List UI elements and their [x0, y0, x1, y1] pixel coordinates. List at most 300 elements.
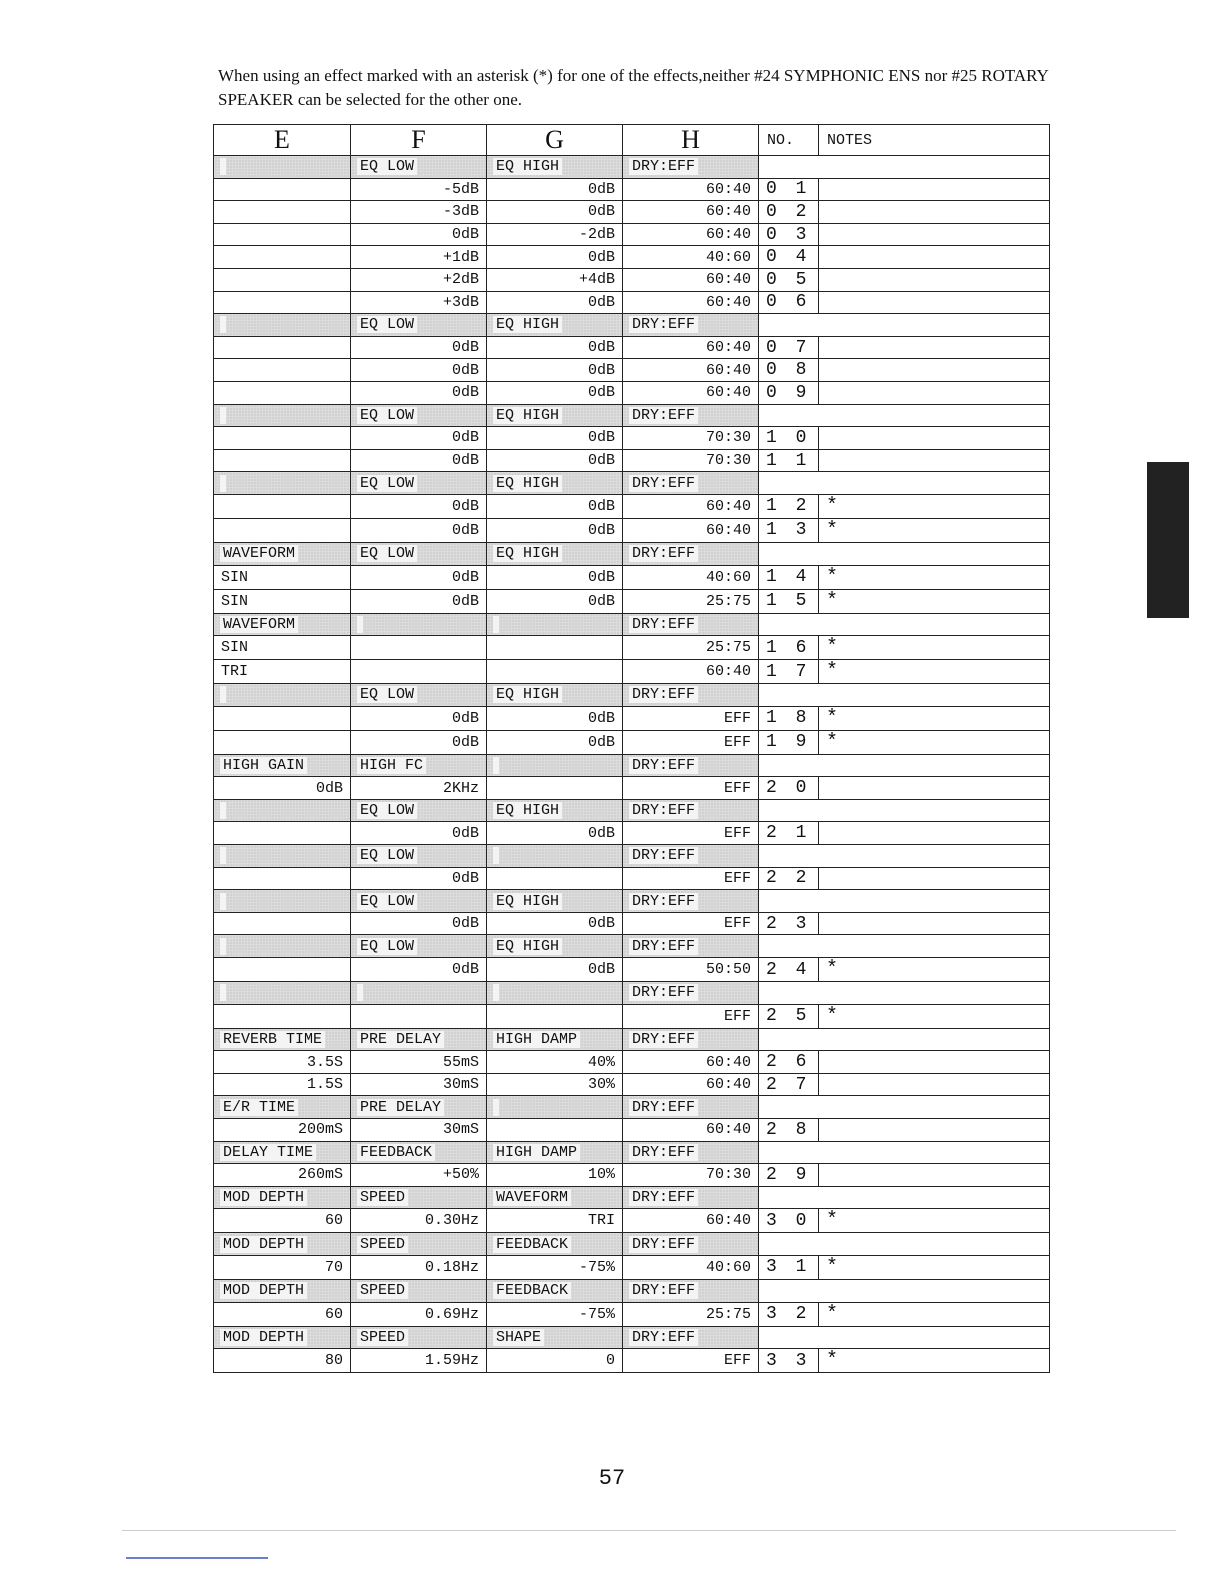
- table-row: [214, 1349, 1050, 1373]
- cell-e: [214, 336, 351, 359]
- table-row: [214, 958, 1050, 982]
- cell-g: [487, 660, 623, 684]
- effect-number: 2 7: [759, 1073, 819, 1096]
- parameter-name-g: [487, 1186, 623, 1209]
- parameter-name-text: EQ LOW: [357, 545, 417, 562]
- cell-e: 70: [214, 1255, 351, 1279]
- effect-number: 3 1: [759, 1255, 819, 1279]
- parameter-name-text: DRY:EFF: [629, 1236, 698, 1253]
- header-blank-cell: [759, 1279, 1050, 1302]
- parameter-header-row: [214, 890, 1050, 913]
- header-blank-cell: [759, 845, 1050, 868]
- cell-f: 0dB: [351, 336, 487, 359]
- effect-number: 0 4: [759, 246, 819, 269]
- parameter-name-f: [351, 754, 487, 777]
- parameter-name-g: [487, 542, 623, 565]
- cell-h: EFF: [623, 1004, 759, 1028]
- cell-h: 60:40: [623, 381, 759, 404]
- note-cell: [819, 867, 1050, 890]
- note-cell: *: [819, 589, 1050, 613]
- cell-g: -75%: [487, 1302, 623, 1326]
- parameter-name-g: [487, 1141, 623, 1164]
- parameter-name-text: EQ LOW: [357, 938, 417, 955]
- parameter-name-h: [623, 1186, 759, 1209]
- parameter-name-f: [351, 314, 487, 337]
- parameter-header-row: [214, 754, 1050, 777]
- header-blank-cell: [759, 1028, 1050, 1051]
- parameter-name-h: [623, 890, 759, 913]
- header-blank-cell: [759, 1233, 1050, 1256]
- parameter-name-text: DELAY TIME: [220, 1144, 316, 1161]
- cell-f: +1dB: [351, 246, 487, 269]
- effect-number: 2 3: [759, 912, 819, 935]
- parameter-name-e: [214, 472, 351, 495]
- cell-f: 55mS: [351, 1051, 487, 1074]
- cell-g: 0dB: [487, 822, 623, 845]
- parameter-name-f: [351, 472, 487, 495]
- cell-e: [214, 246, 351, 269]
- parameter-name-text: EQ LOW: [357, 407, 417, 424]
- cell-h: 60:40: [623, 1119, 759, 1142]
- parameter-name-text: SHAPE: [493, 1329, 544, 1346]
- parameter-name-text: DRY:EFF: [629, 1189, 698, 1206]
- cell-f: 0dB: [351, 867, 487, 890]
- parameter-name-g: [487, 1326, 623, 1349]
- cell-h: 60:40: [623, 201, 759, 224]
- parameter-name-e: [214, 404, 351, 427]
- cell-g: 0dB: [487, 246, 623, 269]
- parameter-header-row: [214, 684, 1050, 707]
- cell-g: [487, 636, 623, 660]
- cell-g: 10%: [487, 1164, 623, 1187]
- table-row: [214, 1004, 1050, 1028]
- cell-e: 80: [214, 1349, 351, 1373]
- parameter-name-text: EQ LOW: [357, 802, 417, 819]
- blue-underline-mark: [126, 1557, 268, 1559]
- cell-h: 50:50: [623, 958, 759, 982]
- intro-paragraph: When using an effect marked with an asterisk (*) for one of the effects,neither #24 SYMPHONIC ENS nor #25 ROTARY SPEAKER can be selected for the other one.: [218, 66, 1049, 109]
- table-row: [214, 565, 1050, 589]
- parameter-name-text: DRY:EFF: [629, 757, 698, 774]
- effect-number: 1 1: [759, 449, 819, 472]
- parameter-name-e: [214, 799, 351, 822]
- parameter-header-row: [214, 613, 1050, 636]
- parameter-name-h: [623, 754, 759, 777]
- cell-f: 0dB: [351, 958, 487, 982]
- cell-f: 0dB: [351, 706, 487, 730]
- cell-g: 0dB: [487, 958, 623, 982]
- cell-e: 0dB: [214, 777, 351, 800]
- effect-number: 2 6: [759, 1051, 819, 1074]
- parameter-name-text: [220, 938, 226, 955]
- header-blank-cell: [759, 890, 1050, 913]
- cell-h: EFF: [623, 706, 759, 730]
- parameter-name-text: DRY:EFF: [629, 316, 698, 333]
- parameter-name-text: EQ LOW: [357, 893, 417, 910]
- parameter-name-g: [487, 799, 623, 822]
- parameter-name-h: [623, 472, 759, 495]
- parameter-name-text: FEEDBACK: [493, 1282, 571, 1299]
- cell-g: 0dB: [487, 178, 623, 201]
- cell-f: +50%: [351, 1164, 487, 1187]
- parameter-name-h: [623, 982, 759, 1005]
- cell-f: -5dB: [351, 178, 487, 201]
- parameter-name-text: EQ HIGH: [493, 893, 562, 910]
- parameter-name-f: [351, 156, 487, 179]
- parameter-name-f: [351, 542, 487, 565]
- cell-h: 60:40: [623, 518, 759, 542]
- cell-e: [214, 291, 351, 314]
- table-row: [214, 1255, 1050, 1279]
- parameter-name-g: [487, 156, 623, 179]
- cell-e: [214, 706, 351, 730]
- cell-h: 60:40: [623, 178, 759, 201]
- parameter-name-text: HIGH FC: [357, 757, 426, 774]
- table-row: [214, 1073, 1050, 1096]
- parameter-name-g: [487, 1096, 623, 1119]
- note-cell: *: [819, 730, 1050, 754]
- cell-g: -2dB: [487, 223, 623, 246]
- parameter-name-text: DRY:EFF: [629, 158, 698, 175]
- note-cell: [819, 822, 1050, 845]
- table-body: [214, 125, 1050, 1373]
- cell-g: 0dB: [487, 427, 623, 450]
- table-row: [214, 494, 1050, 518]
- cell-e: [214, 730, 351, 754]
- cell-f: 0dB: [351, 518, 487, 542]
- parameter-name-g: [487, 1028, 623, 1051]
- parameter-name-text: [220, 407, 226, 424]
- parameter-name-text: SPEED: [357, 1236, 408, 1253]
- cell-e: 60: [214, 1302, 351, 1326]
- cell-h: 60:40: [623, 268, 759, 291]
- parameter-name-text: DRY:EFF: [629, 893, 698, 910]
- parameter-name-text: EQ LOW: [357, 847, 417, 864]
- effect-number: 1 2: [759, 494, 819, 518]
- effect-number: 0 5: [759, 268, 819, 291]
- header-blank-cell: [759, 314, 1050, 337]
- cell-f: 0dB: [351, 449, 487, 472]
- cell-e: [214, 494, 351, 518]
- parameter-name-h: [623, 1141, 759, 1164]
- parameter-name-text: [493, 847, 499, 864]
- parameter-name-e: [214, 845, 351, 868]
- header-blank-cell: [759, 1326, 1050, 1349]
- cell-g: -75%: [487, 1255, 623, 1279]
- note-cell: [819, 1051, 1050, 1074]
- cell-f: 0dB: [351, 359, 487, 382]
- table-row: [214, 268, 1050, 291]
- parameter-name-text: [493, 1099, 499, 1116]
- cell-f: [351, 1004, 487, 1028]
- parameter-name-h: [623, 1096, 759, 1119]
- cell-f: 0dB: [351, 730, 487, 754]
- cell-g: [487, 1119, 623, 1142]
- cell-g: 0dB: [487, 589, 623, 613]
- parameter-name-f: [351, 1233, 487, 1256]
- parameter-name-e: [214, 314, 351, 337]
- effect-number: 2 8: [759, 1119, 819, 1142]
- parameter-name-g: [487, 684, 623, 707]
- parameter-header-row: [214, 156, 1050, 179]
- header-blank-cell: [759, 156, 1050, 179]
- parameter-header-row: [214, 935, 1050, 958]
- parameter-name-e: [214, 754, 351, 777]
- parameter-header-row: [214, 1186, 1050, 1209]
- parameter-name-text: [220, 475, 226, 492]
- cell-e: SIN: [214, 636, 351, 660]
- parameter-name-text: HIGH DAMP: [493, 1144, 580, 1161]
- cell-f: 0dB: [351, 912, 487, 935]
- header-blank-cell: [759, 754, 1050, 777]
- parameter-name-f: [351, 1141, 487, 1164]
- parameter-name-text: EQ HIGH: [493, 938, 562, 955]
- cell-f: +3dB: [351, 291, 487, 314]
- parameter-name-text: DRY:EFF: [629, 686, 698, 703]
- parameter-name-h: [623, 404, 759, 427]
- parameter-name-text: EQ HIGH: [493, 475, 562, 492]
- column-header-e: E: [214, 125, 351, 156]
- cell-e: [214, 223, 351, 246]
- parameter-name-text: MOD DEPTH: [220, 1282, 307, 1299]
- table-row: [214, 427, 1050, 450]
- header-blank-cell: [759, 1186, 1050, 1209]
- note-cell: *: [819, 518, 1050, 542]
- note-cell: *: [819, 494, 1050, 518]
- parameter-name-text: EQ LOW: [357, 686, 417, 703]
- table-row: [214, 223, 1050, 246]
- parameter-name-text: HIGH GAIN: [220, 757, 307, 774]
- note-cell: [819, 449, 1050, 472]
- table-row: [214, 518, 1050, 542]
- cell-e: SIN: [214, 589, 351, 613]
- parameter-name-h: [623, 1028, 759, 1051]
- column-header-no: NO.: [759, 125, 819, 156]
- parameter-name-text: DRY:EFF: [629, 616, 698, 633]
- parameter-name-f: [351, 1096, 487, 1119]
- table-row: [214, 359, 1050, 382]
- note-cell: *: [819, 706, 1050, 730]
- table-row: [214, 706, 1050, 730]
- effect-number: 1 0: [759, 427, 819, 450]
- parameter-name-e: [214, 935, 351, 958]
- parameter-name-h: [623, 542, 759, 565]
- cell-g: 0dB: [487, 565, 623, 589]
- cell-g: 0dB: [487, 518, 623, 542]
- cell-h: 40:60: [623, 1255, 759, 1279]
- parameter-name-text: DRY:EFF: [629, 984, 698, 1001]
- header-blank-cell: [759, 982, 1050, 1005]
- note-cell: [819, 223, 1050, 246]
- cell-e: 1.5S: [214, 1073, 351, 1096]
- cell-f: 0dB: [351, 494, 487, 518]
- cell-e: [214, 1004, 351, 1028]
- parameter-name-text: WAVEFORM: [220, 616, 298, 633]
- parameter-name-text: MOD DEPTH: [220, 1236, 307, 1253]
- parameter-name-f: [351, 890, 487, 913]
- effect-number: 1 6: [759, 636, 819, 660]
- cell-e: 260mS: [214, 1164, 351, 1187]
- cell-f: 0.18Hz: [351, 1255, 487, 1279]
- cell-f: 0.30Hz: [351, 1209, 487, 1233]
- cell-e: 3.5S: [214, 1051, 351, 1074]
- table-row: [214, 1302, 1050, 1326]
- cell-h: 60:40: [623, 1073, 759, 1096]
- parameter-name-text: E/R TIME: [220, 1099, 298, 1116]
- cell-h: 70:30: [623, 1164, 759, 1187]
- table-row: [214, 730, 1050, 754]
- parameter-name-text: [493, 984, 499, 1001]
- cell-f: 0dB: [351, 589, 487, 613]
- cell-e: [214, 518, 351, 542]
- parameter-name-h: [623, 1279, 759, 1302]
- note-cell: [819, 178, 1050, 201]
- parameter-name-h: [623, 314, 759, 337]
- parameter-name-g: [487, 845, 623, 868]
- cell-h: EFF: [623, 822, 759, 845]
- parameter-name-text: HIGH DAMP: [493, 1031, 580, 1048]
- cell-g: [487, 777, 623, 800]
- cell-f: 0.69Hz: [351, 1302, 487, 1326]
- cell-g: 0dB: [487, 449, 623, 472]
- cell-h: EFF: [623, 1349, 759, 1373]
- parameter-name-text: [357, 984, 363, 1001]
- effect-number: 0 9: [759, 381, 819, 404]
- cell-g: [487, 1004, 623, 1028]
- parameter-name-g: [487, 1233, 623, 1256]
- parameter-name-f: [351, 613, 487, 636]
- parameter-name-e: [214, 1279, 351, 1302]
- cell-e: [214, 912, 351, 935]
- parameter-header-row: [214, 404, 1050, 427]
- cell-h: 60:40: [623, 359, 759, 382]
- table-row: [214, 291, 1050, 314]
- parameter-header-row: [214, 845, 1050, 868]
- cell-f: 30mS: [351, 1073, 487, 1096]
- parameter-name-text: DRY:EFF: [629, 1031, 698, 1048]
- note-cell: [819, 777, 1050, 800]
- parameter-name-text: EQ LOW: [357, 475, 417, 492]
- table-row: [214, 660, 1050, 684]
- parameter-name-text: [220, 686, 226, 703]
- cell-g: 0dB: [487, 912, 623, 935]
- note-cell: [819, 427, 1050, 450]
- parameter-name-text: DRY:EFF: [629, 475, 698, 492]
- parameter-name-h: [623, 935, 759, 958]
- parameter-name-text: DRY:EFF: [629, 1282, 698, 1299]
- header-blank-cell: [759, 935, 1050, 958]
- effect-number: 2 1: [759, 822, 819, 845]
- cell-e: [214, 427, 351, 450]
- cell-e: [214, 359, 351, 382]
- cell-e: [214, 958, 351, 982]
- effect-number: 1 7: [759, 660, 819, 684]
- column-header-g: G: [487, 125, 623, 156]
- note-cell: [819, 246, 1050, 269]
- parameter-name-e: [214, 1186, 351, 1209]
- effect-number: 1 5: [759, 589, 819, 613]
- parameter-name-g: [487, 935, 623, 958]
- cell-g: 0dB: [487, 494, 623, 518]
- cell-f: 0dB: [351, 822, 487, 845]
- cell-g: 0dB: [487, 201, 623, 224]
- header-blank-cell: [759, 799, 1050, 822]
- parameter-name-e: [214, 1141, 351, 1164]
- effect-number: 2 4: [759, 958, 819, 982]
- parameter-name-e: [214, 684, 351, 707]
- parameter-name-text: DRY:EFF: [629, 407, 698, 424]
- parameter-name-text: DRY:EFF: [629, 938, 698, 955]
- parameter-name-text: [220, 802, 226, 819]
- table-row: [214, 381, 1050, 404]
- parameter-name-g: [487, 982, 623, 1005]
- table-row: [214, 1119, 1050, 1142]
- chapter-tab-marker: [1147, 462, 1189, 618]
- effect-number: 0 7: [759, 336, 819, 359]
- parameter-name-text: PRE DELAY: [357, 1099, 444, 1116]
- parameter-header-row: [214, 542, 1050, 565]
- parameter-name-f: [351, 982, 487, 1005]
- cell-g: 0dB: [487, 706, 623, 730]
- parameter-name-text: EQ HIGH: [493, 686, 562, 703]
- note-cell: [819, 268, 1050, 291]
- cell-h: 40:60: [623, 246, 759, 269]
- parameter-name-g: [487, 472, 623, 495]
- parameter-name-text: PRE DELAY: [357, 1031, 444, 1048]
- effect-number: 0 6: [759, 291, 819, 314]
- parameter-header-row: [214, 1326, 1050, 1349]
- cell-e: 60: [214, 1209, 351, 1233]
- parameter-name-text: SPEED: [357, 1329, 408, 1346]
- note-cell: [819, 912, 1050, 935]
- parameter-name-text: WAVEFORM: [220, 545, 298, 562]
- table-row: [214, 178, 1050, 201]
- parameter-name-e: [214, 1233, 351, 1256]
- cell-f: 1.59Hz: [351, 1349, 487, 1373]
- parameter-name-text: [493, 616, 499, 633]
- note-cell: [819, 381, 1050, 404]
- parameter-name-text: DRY:EFF: [629, 1329, 698, 1346]
- parameter-name-text: REVERB TIME: [220, 1031, 325, 1048]
- cell-h: 70:30: [623, 449, 759, 472]
- note-cell: [819, 359, 1050, 382]
- parameter-name-text: EQ HIGH: [493, 407, 562, 424]
- parameter-name-g: [487, 314, 623, 337]
- cell-g: +4dB: [487, 268, 623, 291]
- parameter-header-row: [214, 1233, 1050, 1256]
- cell-h: 25:75: [623, 589, 759, 613]
- parameter-name-text: [357, 616, 363, 633]
- table-row: [214, 777, 1050, 800]
- cell-f: 2KHz: [351, 777, 487, 800]
- parameter-name-e: [214, 613, 351, 636]
- cell-h: 25:75: [623, 636, 759, 660]
- parameter-name-f: [351, 404, 487, 427]
- parameter-name-text: [220, 158, 226, 175]
- cell-h: 60:40: [623, 494, 759, 518]
- effect-number: 0 1: [759, 178, 819, 201]
- cell-e: TRI: [214, 660, 351, 684]
- parameter-name-text: [493, 757, 499, 774]
- cell-h: 60:40: [623, 660, 759, 684]
- column-header-h: H: [623, 125, 759, 156]
- cell-e: 200mS: [214, 1119, 351, 1142]
- parameter-name-e: [214, 1028, 351, 1051]
- table-row: [214, 449, 1050, 472]
- note-cell: *: [819, 1004, 1050, 1028]
- parameter-name-text: FEEDBACK: [357, 1144, 435, 1161]
- parameter-name-text: SPEED: [357, 1282, 408, 1299]
